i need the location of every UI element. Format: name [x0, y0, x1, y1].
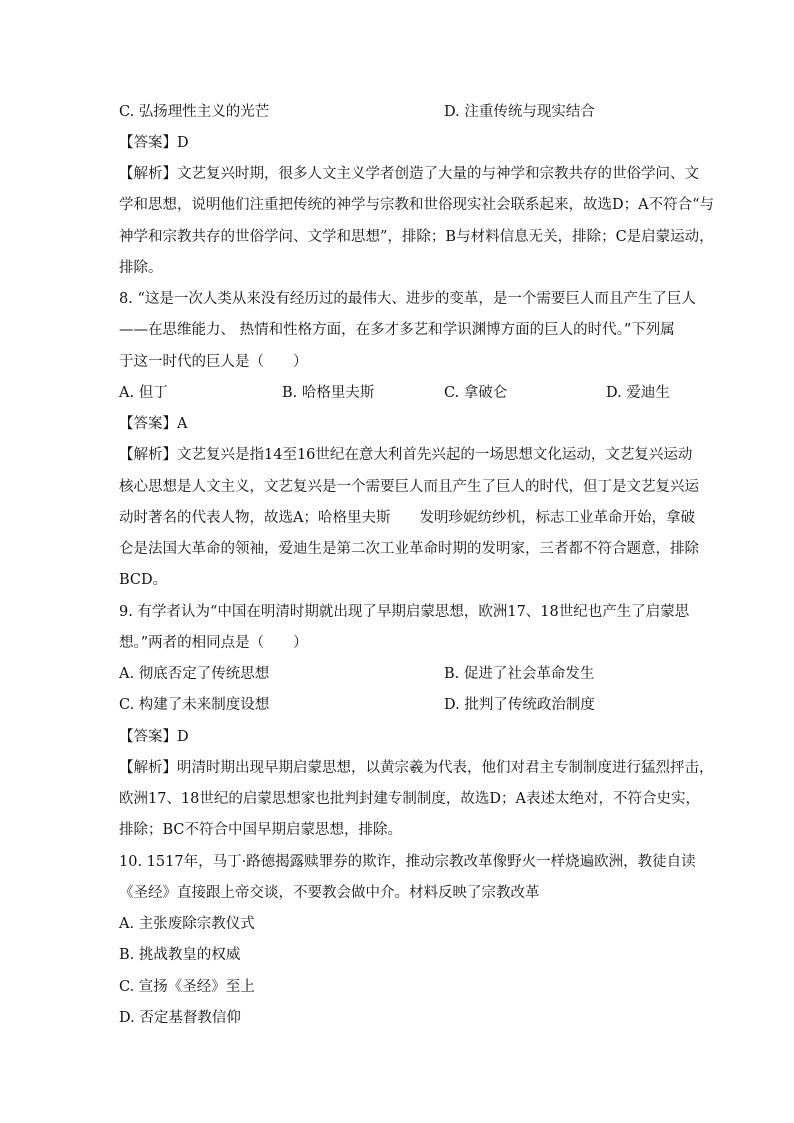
q8-answer: 【答案】A — [119, 416, 188, 432]
q9-option-b: B. 促进了社会革命发生 — [444, 666, 595, 682]
q7-analysis-line-1: 【解析】文艺复兴时期，很多人文主义学者创造了大量的与神学和宗教共存的世俗学问、文 — [119, 166, 699, 182]
q9-stem-line-1: 9. 有学者认为“中国在明清时期就出现了早期启蒙思想，欧洲17、18世纪也产生了启蒙思 — [119, 604, 690, 620]
q8-stem-line-2: ——在思维能力、 热情和性格方面，在多才多艺和学识渊博方面的巨人的时代。”下列属 — [119, 322, 675, 338]
q9-analysis-line-3: 排除；BC不符合中国早期启蒙思想，排除。 — [119, 822, 403, 838]
q8-stem-line-3: 于这一时代的巨人是（ ） — [119, 354, 308, 370]
q8-analysis-line-3: 动时著名的代表人物，故选A；哈格里夫斯 发明珍妮纺纱机，标志工业革命开始，拿破 — [119, 510, 695, 526]
q8-stem-line-1: 8. “这是一次人类从来没有经历过的最伟大、进步的变革，是一个需要巨人而且产生了巨人 — [119, 291, 696, 307]
q8-analysis-line-5: BCD。 — [119, 572, 168, 588]
q10-stem-line-1: 10. 1517年，马丁·路德揭露赎罪券的欺诈，推动宗教改革像野火一样烧遍欧洲，教徒自读 — [119, 854, 696, 870]
q8-option-b: B. 哈格里夫斯 — [282, 385, 375, 401]
q7-answer: 【答案】D — [119, 135, 189, 151]
q7-option-d: D. 注重传统与现实结合 — [444, 104, 595, 120]
q8-option-c: C. 拿破仑 — [444, 385, 508, 401]
q9-analysis-line-1: 【解析】明清时期出现早期启蒙思想，以黄宗羲为代表，他们对君主专制制度进行猛烈抨击， — [119, 760, 714, 776]
q9-stem-line-2: 想。”两者的相同点是（ ） — [119, 635, 308, 651]
q7-option-c: C. 弘扬理性主义的光芒 — [119, 104, 270, 120]
q9-answer: 【答案】D — [119, 729, 189, 745]
q9-analysis-line-2: 欧洲17、18世纪的启蒙思想家也批判封建专制制度，故选D；A表述太绝对，不符合史实， — [119, 791, 700, 807]
q9-option-a: A. 彻底否定了传统思想 — [119, 666, 270, 682]
q10-stem-line-2: 《圣经》直接跟上帝交谈，不要教会做中介。材料反映了宗教改革 — [119, 885, 540, 901]
q7-analysis-line-3: 神学和宗教共存的世俗学问、文学和思想”，排除；B与材料信息无关，排除；C是启蒙运动， — [119, 229, 714, 245]
q9-option-c: C. 构建了未来制度设想 — [119, 697, 270, 713]
q10-option-d: D. 否定基督教信仰 — [119, 1010, 241, 1026]
q8-analysis-line-4: 仑是法国大革命的领袖，爱迪生是第二次工业革命时期的发明家，三者都不符合题意，排除 — [119, 541, 699, 557]
q8-analysis-line-2: 核心思想是人文主义，文艺复兴是一个需要巨人而且产生了巨人的时代，但丁是文艺复兴运 — [119, 479, 699, 495]
q8-option-a: A. 但丁 — [119, 385, 168, 401]
q8-option-d: D. 爱迪生 — [606, 385, 670, 401]
q7-analysis-line-2: 学和思想，说明他们注重把传统的神学与宗教和世俗现实社会联系起来，故选D；A不符合“与 — [119, 197, 715, 213]
q10-option-a: A. 主张废除宗教仪式 — [119, 916, 255, 932]
q9-option-d: D. 批判了传统政治制度 — [444, 697, 595, 713]
q10-option-c: C. 宣扬《圣经》至上 — [119, 979, 255, 995]
q7-analysis-line-4: 排除。 — [119, 260, 163, 276]
q8-analysis-line-1: 【解析】文艺复兴是指14至16世纪在意大利首先兴起的一场思想文化运动，文艺复兴运动 — [119, 447, 693, 463]
q10-option-b: B. 挑战教皇的权威 — [119, 947, 241, 963]
